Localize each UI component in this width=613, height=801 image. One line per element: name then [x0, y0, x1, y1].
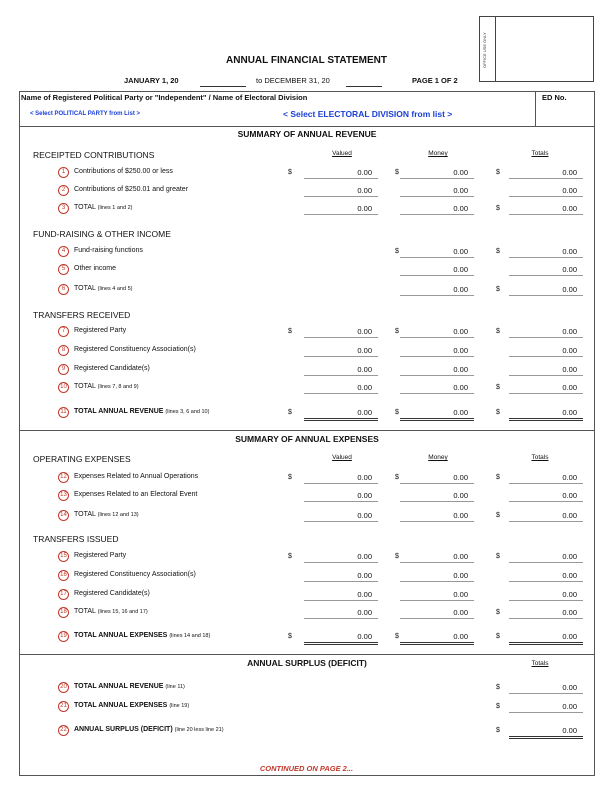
period-to-year-field[interactable] [346, 86, 382, 87]
total-value-line-15[interactable]: 0.00 [562, 552, 577, 561]
money-underline-9 [400, 375, 474, 376]
money-value-line-13[interactable]: 0.00 [453, 491, 468, 500]
money-value-line-12[interactable]: 0.00 [453, 473, 468, 482]
total-underline-20 [509, 693, 583, 694]
total-value-line-11[interactable]: 0.00 [562, 408, 577, 417]
total-underline-16 [509, 581, 583, 582]
money-dollar-sign-12: $ [395, 474, 399, 481]
period-to-text: to DECEMBER 31, 20 [256, 76, 330, 85]
line-note-3: (lines 1 and 2) [97, 205, 133, 211]
valued-value-line-2[interactable]: 0.00 [357, 186, 372, 195]
total-value-line-8[interactable]: 0.00 [562, 346, 577, 355]
money-underline-16 [400, 581, 474, 582]
valued-dollar-sign-11: $ [288, 409, 292, 416]
line-label-text-6: TOTAL [74, 285, 96, 292]
total-dollar-sign-15: $ [496, 553, 500, 560]
total-underline-6 [509, 295, 583, 296]
line-number-22: 22 [58, 725, 69, 736]
money-dollar-sign-4: $ [395, 248, 399, 255]
total-value-line-1[interactable]: 0.00 [562, 168, 577, 177]
money-dollar-sign-7: $ [395, 328, 399, 335]
total-underline-8 [509, 356, 583, 357]
period-from-year-field[interactable] [200, 86, 246, 87]
valued-double-underline-19 [304, 642, 378, 645]
line-label-text-7: Registered Party [74, 327, 127, 334]
line-note-18: (lines 15, 16 and 17) [97, 609, 148, 615]
line-label-text-3: TOTAL [74, 204, 96, 211]
total-underline-17 [509, 600, 583, 601]
line-label-6 [74, 285, 132, 292]
line-label-12 [74, 473, 198, 480]
valued-underline-14 [304, 521, 378, 522]
line-label-text-17: Registered Candidate(s) [74, 590, 150, 597]
total-value-line-9[interactable]: 0.00 [562, 365, 577, 374]
total-underline-7 [509, 337, 583, 338]
line-number-21: 21 [58, 701, 69, 712]
valued-value-line-3[interactable]: 0.00 [357, 204, 372, 213]
valued-underline-16 [304, 581, 378, 582]
total-value-line-16[interactable]: 0.00 [562, 571, 577, 580]
total-value-line-12[interactable]: 0.00 [562, 473, 577, 482]
line-label-7 [74, 327, 126, 334]
money-value-line-14[interactable]: 0.00 [453, 511, 468, 520]
revenue-expenses-divider [19, 430, 595, 431]
total-value-line-2[interactable]: 0.00 [562, 186, 577, 195]
valued-underline-12 [304, 483, 378, 484]
line-number-19: 19 [58, 631, 69, 642]
header-divider [19, 126, 595, 127]
line-label-17 [74, 590, 150, 597]
total-underline-4 [509, 257, 583, 258]
money-dollar-sign-15: $ [395, 553, 399, 560]
total-dollar-sign-10: $ [496, 384, 500, 391]
valued-dollar-sign-19: $ [288, 633, 292, 640]
line-note-6: (lines 4 and 5) [97, 286, 133, 292]
col-totals-header-revenue: Totals [531, 150, 549, 157]
total-dollar-sign-4: $ [496, 248, 500, 255]
valued-value-line-11[interactable]: 0.00 [357, 408, 372, 417]
total-value-line-6[interactable]: 0.00 [562, 285, 577, 294]
total-dollar-sign-7: $ [496, 328, 500, 335]
ed-number-field[interactable] [542, 108, 590, 120]
valued-dollar-sign-15: $ [288, 553, 292, 560]
money-value-line-3[interactable]: 0.00 [453, 204, 468, 213]
money-underline-14 [400, 521, 474, 522]
line-number-17: 17 [58, 589, 69, 600]
line-label-5 [74, 265, 116, 272]
valued-value-line-18[interactable]: 0.00 [357, 608, 372, 617]
col-valued-header-revenue: Valued [332, 150, 352, 157]
col-totals-header-expenses: Totals [531, 454, 549, 461]
total-value-line-18[interactable]: 0.00 [562, 608, 577, 617]
total-underline-2 [509, 196, 583, 197]
total-dollar-sign-22: $ [496, 727, 500, 734]
line-label-14 [74, 511, 139, 518]
valued-underline-3 [304, 214, 378, 215]
money-value-line-19[interactable]: 0.00 [453, 632, 468, 641]
party-select[interactable]: < Select POLITICAL PARTY from List > [30, 111, 141, 117]
valued-underline-1 [304, 178, 378, 179]
money-value-line-9[interactable]: 0.00 [453, 365, 468, 374]
money-underline-3 [400, 214, 474, 215]
line-label-8 [74, 346, 196, 353]
valued-value-line-10[interactable]: 0.00 [357, 383, 372, 392]
money-dollar-sign-11: $ [395, 409, 399, 416]
line-label-text-16: Registered Constituency Association(s) [74, 571, 196, 578]
total-value-line-4[interactable]: 0.00 [562, 247, 577, 256]
col-money-header-expenses: Money [428, 454, 448, 461]
valued-underline-18 [304, 618, 378, 619]
total-double-underline-19 [509, 642, 583, 645]
continued-note: CONTINUED ON PAGE 2... [259, 764, 354, 773]
total-underline-10 [509, 393, 583, 394]
total-dollar-sign-19: $ [496, 633, 500, 640]
money-dollar-sign-1: $ [395, 169, 399, 176]
total-value-line-3[interactable]: 0.00 [562, 204, 577, 213]
total-dollar-sign-3: $ [496, 205, 500, 212]
total-underline-9 [509, 375, 583, 376]
line-number-16: 16 [58, 570, 69, 581]
money-value-line-18[interactable]: 0.00 [453, 608, 468, 617]
total-double-underline-11 [509, 418, 583, 421]
valued-underline-17 [304, 600, 378, 601]
line-label-20 [74, 683, 185, 690]
office-use-label: OFFICE USE ONLY [482, 32, 487, 68]
line-label-text-11: TOTAL ANNUAL REVENUE [74, 408, 164, 415]
valued-double-underline-11 [304, 418, 378, 421]
line-label-text-20: TOTAL ANNUAL REVENUE [74, 683, 164, 690]
valued-underline-13 [304, 501, 378, 502]
total-value-line-21[interactable]: 0.00 [562, 702, 577, 711]
line-label-text-22: ANNUAL SURPLUS (DEFICIT) [74, 726, 173, 733]
line-number-12: 12 [58, 472, 69, 483]
total-dollar-sign-14: $ [496, 512, 500, 519]
col-money-header-revenue: Money [428, 150, 448, 157]
total-dollar-sign-11: $ [496, 409, 500, 416]
total-underline-5 [509, 275, 583, 276]
money-underline-12 [400, 483, 474, 484]
line-number-9: 9 [58, 364, 69, 375]
line-label-text-1: Contributions of $250.00 or less [74, 168, 173, 175]
money-value-line-17[interactable]: 0.00 [453, 590, 468, 599]
line-number-20: 20 [58, 682, 69, 693]
surplus-section-title: ANNUAL SURPLUS (DEFICIT) [247, 658, 367, 668]
total-value-line-13[interactable]: 0.00 [562, 491, 577, 500]
total-dollar-sign-12: $ [496, 474, 500, 481]
line-label-text-19: TOTAL ANNUAL EXPENSES [74, 632, 168, 639]
total-value-line-19[interactable]: 0.00 [562, 632, 577, 641]
line-note-22: (line 20 less line 21) [174, 727, 224, 733]
line-number-14: 14 [58, 510, 69, 521]
line-label-text-18: TOTAL [74, 608, 96, 615]
money-underline-15 [400, 562, 474, 563]
valued-value-line-17[interactable]: 0.00 [357, 590, 372, 599]
valued-underline-10 [304, 393, 378, 394]
line-label-13 [74, 491, 197, 498]
money-double-underline-11 [400, 418, 474, 421]
money-underline-5 [400, 275, 474, 276]
total-value-line-17[interactable]: 0.00 [562, 590, 577, 599]
line-number-13: 13 [58, 490, 69, 501]
line-label-3 [74, 204, 132, 211]
name-label: Name of Registered Political Party or "Independent" / Name of Electoral Division [21, 93, 308, 102]
revenue-group-title-1: FUND-RAISING & OTHER INCOME [33, 229, 171, 239]
line-label-text-9: Registered Candidate(s) [74, 365, 150, 372]
total-underline-21 [509, 712, 583, 713]
money-underline-18 [400, 618, 474, 619]
line-number-18: 18 [58, 607, 69, 618]
money-value-line-7[interactable]: 0.00 [453, 327, 468, 336]
line-number-4: 4 [58, 246, 69, 257]
money-value-line-11[interactable]: 0.00 [453, 408, 468, 417]
line-number-6: 6 [58, 284, 69, 295]
money-underline-17 [400, 600, 474, 601]
office-use-box [479, 16, 594, 82]
line-label-19 [74, 632, 210, 639]
money-underline-7 [400, 337, 474, 338]
total-underline-15 [509, 562, 583, 563]
expense-group-title-1: TRANSFERS ISSUED [33, 534, 119, 544]
line-number-7: 7 [58, 326, 69, 337]
total-value-line-14[interactable]: 0.00 [562, 511, 577, 520]
line-label-text-14: TOTAL [74, 511, 96, 518]
division-select[interactable]: < Select ELECTORAL DIVISION from list > [283, 109, 453, 119]
line-number-8: 8 [58, 345, 69, 356]
line-note-19: (lines 14 and 18) [169, 633, 211, 639]
line-number-15: 15 [58, 551, 69, 562]
line-label-18 [74, 608, 148, 615]
money-value-line-8[interactable]: 0.00 [453, 346, 468, 355]
total-dollar-sign-21: $ [496, 703, 500, 710]
valued-underline-8 [304, 356, 378, 357]
line-note-10: (lines 7, 8 and 9) [97, 384, 139, 390]
line-label-text-12: Expenses Related to Annual Operations [74, 473, 199, 480]
total-dollar-sign-1: $ [496, 169, 500, 176]
total-underline-14 [509, 521, 583, 522]
money-underline-8 [400, 356, 474, 357]
line-label-2 [74, 186, 188, 193]
valued-underline-15 [304, 562, 378, 563]
line-label-21 [74, 702, 189, 709]
line-label-text-13: Expenses Related to an Electoral Event [74, 491, 198, 498]
valued-value-line-16[interactable]: 0.00 [357, 571, 372, 580]
period-to [256, 76, 330, 85]
total-dollar-sign-18: $ [496, 609, 500, 616]
money-value-line-15[interactable]: 0.00 [453, 552, 468, 561]
money-value-line-1[interactable]: 0.00 [453, 168, 468, 177]
money-value-line-5[interactable]: 0.00 [453, 265, 468, 274]
line-label-15 [74, 552, 126, 559]
total-dollar-sign-20: $ [496, 684, 500, 691]
total-underline-3 [509, 214, 583, 215]
money-underline-4 [400, 257, 474, 258]
valued-dollar-sign-7: $ [288, 328, 292, 335]
money-underline-13 [400, 501, 474, 502]
money-value-line-10[interactable]: 0.00 [453, 383, 468, 392]
line-label-9 [74, 365, 150, 372]
form-title: ANNUAL FINANCIAL STATEMENT [226, 55, 387, 66]
total-value-line-7[interactable]: 0.00 [562, 327, 577, 336]
valued-value-line-9[interactable]: 0.00 [357, 365, 372, 374]
total-underline-18 [509, 618, 583, 619]
line-label-11 [74, 408, 209, 415]
valued-value-line-7[interactable]: 0.00 [357, 327, 372, 336]
period-from: JANUARY 1, 20 [124, 76, 179, 85]
line-number-11: 11 [58, 407, 69, 418]
line-number-5: 5 [58, 264, 69, 275]
ed-column-divider [535, 91, 536, 127]
valued-underline-2 [304, 196, 378, 197]
line-note-14: (lines 12 and 13) [97, 512, 139, 518]
total-value-line-20[interactable]: 0.00 [562, 683, 577, 692]
revenue-section-title: SUMMARY OF ANNUAL REVENUE [237, 129, 377, 139]
revenue-group-title-2: TRANSFERS RECEIVED [33, 310, 131, 320]
line-label-text-21: TOTAL ANNUAL EXPENSES [74, 702, 168, 709]
line-number-10: 10 [58, 382, 69, 393]
col-totals-header-surplus: Totals [531, 660, 549, 667]
total-underline-12 [509, 483, 583, 484]
line-label-text-8: Registered Constituency Association(s) [74, 346, 196, 353]
valued-value-line-19[interactable]: 0.00 [357, 632, 372, 641]
money-underline-10 [400, 393, 474, 394]
total-dollar-sign-6: $ [496, 286, 500, 293]
office-use-divider [495, 16, 496, 82]
valued-underline-9 [304, 375, 378, 376]
money-underline-6 [400, 295, 474, 296]
line-label-4 [74, 247, 143, 254]
money-value-line-4[interactable]: 0.00 [453, 247, 468, 256]
money-dollar-sign-19: $ [395, 633, 399, 640]
total-double-underline-22 [509, 736, 583, 739]
valued-value-line-13[interactable]: 0.00 [357, 491, 372, 500]
money-underline-1 [400, 178, 474, 179]
revenue-group-title-0: RECEIPTED CONTRIBUTIONS [33, 150, 155, 160]
col-valued-header-expenses: Valued [332, 454, 352, 461]
valued-value-line-12[interactable]: 0.00 [357, 473, 372, 482]
money-value-line-6[interactable]: 0.00 [453, 285, 468, 294]
total-value-line-22[interactable]: 0.00 [562, 726, 577, 735]
expenses-surplus-divider [19, 654, 595, 655]
ed-number-label: ED No. [542, 93, 567, 102]
money-double-underline-19 [400, 642, 474, 645]
valued-value-line-1[interactable]: 0.00 [357, 168, 372, 177]
page-number: PAGE 1 OF 2 [412, 76, 458, 85]
total-underline-13 [509, 501, 583, 502]
money-value-line-16[interactable]: 0.00 [453, 571, 468, 580]
line-label-text-4: Fund-raising functions [74, 247, 143, 254]
valued-dollar-sign-1: $ [288, 169, 292, 176]
line-label-10 [74, 383, 139, 390]
total-value-line-5[interactable]: 0.00 [562, 265, 577, 274]
total-underline-1 [509, 178, 583, 179]
valued-dollar-sign-12: $ [288, 474, 292, 481]
line-number-3: 3 [58, 203, 69, 214]
line-label-1 [74, 168, 173, 175]
valued-underline-7 [304, 337, 378, 338]
line-number-2: 2 [58, 185, 69, 196]
line-label-text-2: Contributions of $250.01 and greater [74, 186, 189, 193]
valued-value-line-14[interactable]: 0.00 [357, 511, 372, 520]
line-note-21: (line 19) [169, 703, 190, 709]
money-underline-2 [400, 196, 474, 197]
total-value-line-10[interactable]: 0.00 [562, 383, 577, 392]
expense-group-title-0: OPERATING EXPENSES [33, 454, 131, 464]
line-label-text-5: Other income [74, 265, 117, 272]
line-note-11: (lines 3, 6 and 10) [165, 409, 210, 415]
expenses-section-title: SUMMARY OF ANNUAL EXPENSES [235, 434, 379, 444]
line-label-text-15: Registered Party [74, 552, 127, 559]
line-label-16 [74, 571, 196, 578]
valued-value-line-15[interactable]: 0.00 [357, 552, 372, 561]
line-note-20: (line 11) [165, 684, 185, 690]
money-value-line-2[interactable]: 0.00 [453, 186, 468, 195]
line-label-22 [74, 726, 224, 733]
line-label-text-10: TOTAL [74, 383, 96, 390]
valued-value-line-8[interactable]: 0.00 [357, 346, 372, 355]
line-number-1: 1 [58, 167, 69, 178]
